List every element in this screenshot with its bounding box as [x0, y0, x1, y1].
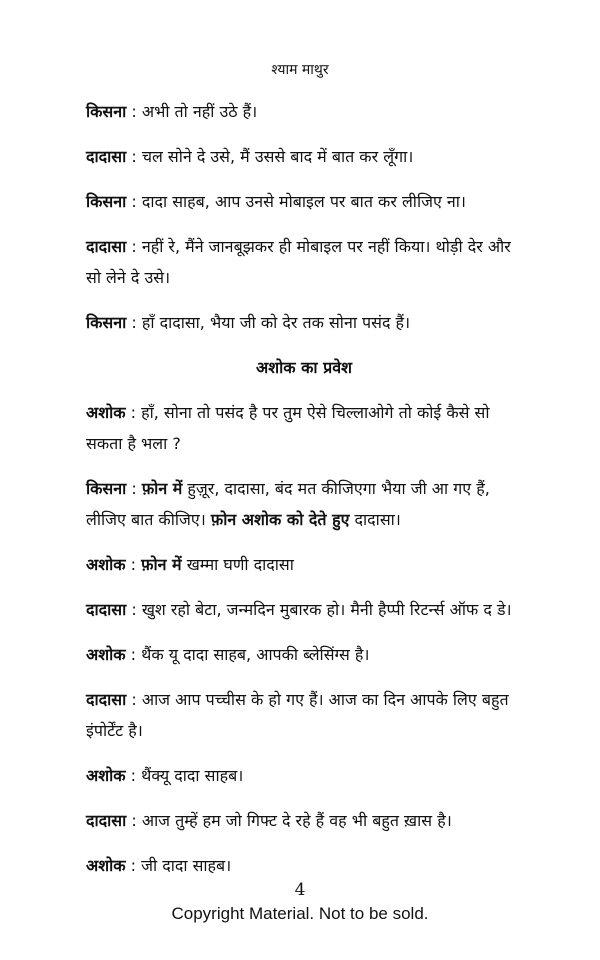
dialogue-line [86, 805, 522, 836]
running-header [0, 60, 600, 79]
speaker-name: किसना [86, 313, 127, 332]
dialogue-line [86, 549, 522, 580]
dialogue-line [86, 307, 522, 338]
dialogue-line [86, 760, 522, 791]
dialogue-line [86, 96, 522, 127]
speaker-name: दादासा [86, 811, 127, 830]
inline-stage-direction: फ़ोन में [141, 555, 182, 574]
speaker-name: दादासा [86, 237, 127, 256]
dialogue-line [86, 473, 522, 535]
copyright-notice: Copyright Material. Not to be sold. [171, 904, 429, 923]
dialogue-text: दादासा। [349, 510, 401, 529]
dialogue-text: खम्मा घणी दादासा [181, 555, 294, 574]
speaker-name: अशोक [86, 403, 126, 422]
dialogue-text: हुज़ूर, दादासा, बंद मत कीजिएगा भैया जी आ गए हैं, लीजिए बात कीजिए। [86, 479, 490, 529]
page-number: 4 [294, 880, 306, 900]
stage-direction-heading: अशोक का प्रवेश [256, 358, 352, 377]
dialogue-text: : चल सोने दे उसे, मैं उससे बाद में बात कर लूँगा। [126, 147, 414, 166]
speaker-name: अशोक [86, 555, 126, 574]
speaker-name: किसना [86, 192, 127, 211]
dialogue-line [86, 850, 522, 881]
author-name: श्याम माथुर [271, 62, 329, 78]
inline-stage-direction: फ़ोन अशोक को देते हुए [210, 510, 350, 529]
dialogue-text: : आज आप पच्चीस के हो गए हैं। आज का दिन आपके लिए बहुत इंपोर्टेंट है। [86, 690, 509, 740]
speaker-name: दादासा [86, 600, 127, 619]
speaker-name: किसना [86, 479, 127, 498]
speaker-name: दादासा [86, 690, 127, 709]
dialogue-line [86, 186, 522, 217]
dialogue-text: : दादा साहब, आप उनसे मोबाइल पर बात कर लीजिए ना। [126, 192, 466, 211]
play-text [86, 96, 522, 895]
dialogue-text: : थैंक्यू दादा साहब। [125, 766, 244, 785]
speaker-name: अशोक [86, 856, 126, 875]
dialogue-line [86, 684, 522, 746]
dialogue-text: : हाँ, सोना तो पसंद है पर तुम ऐसे चिल्लाओगे तो कोई कैसे सो सकता है भला ? [86, 403, 490, 453]
speaker-name: अशोक [86, 766, 126, 785]
separator: : [125, 555, 142, 574]
speaker-name: किसना [86, 102, 127, 121]
separator: : [126, 479, 142, 498]
dialogue-line [86, 639, 522, 670]
dialogue-text: : खुश रहो बेटा, जन्मदिन मुबारक हो। मैनी हैप्पी रिटर्न्स ऑफ द डे। [126, 600, 512, 619]
dialogue-line [86, 231, 522, 293]
dialogue-text: : हाँ दादासा, भैया जी को देर तक सोना पसंद हैं। [126, 313, 411, 332]
dialogue-text: : अभी तो नहीं उठे हैं। [126, 102, 258, 121]
dialogue-line [86, 141, 522, 172]
dialogue-text: : थैंक यू दादा साहब, आपकी ब्लेसिंग्स है। [125, 645, 370, 664]
dialogue-line [86, 397, 522, 459]
dialogue-text: : जी दादा साहब। [125, 856, 232, 875]
dialogue-text: : नहीं रे, मैंने जानबूझकर ही मोबाइल पर नहीं किया। थोड़ी देर और सो लेने दे उसे। [86, 237, 511, 287]
dialogue-text: : आज तुम्हें हम जो गिफ्ट दे रहे हैं वह भी बहुत ख़ास है। [126, 811, 452, 830]
speaker-name: अशोक [86, 645, 126, 664]
speaker-name: दादासा [86, 147, 127, 166]
inline-stage-direction: फ़ोन में [141, 479, 183, 498]
dialogue-line [86, 594, 522, 625]
